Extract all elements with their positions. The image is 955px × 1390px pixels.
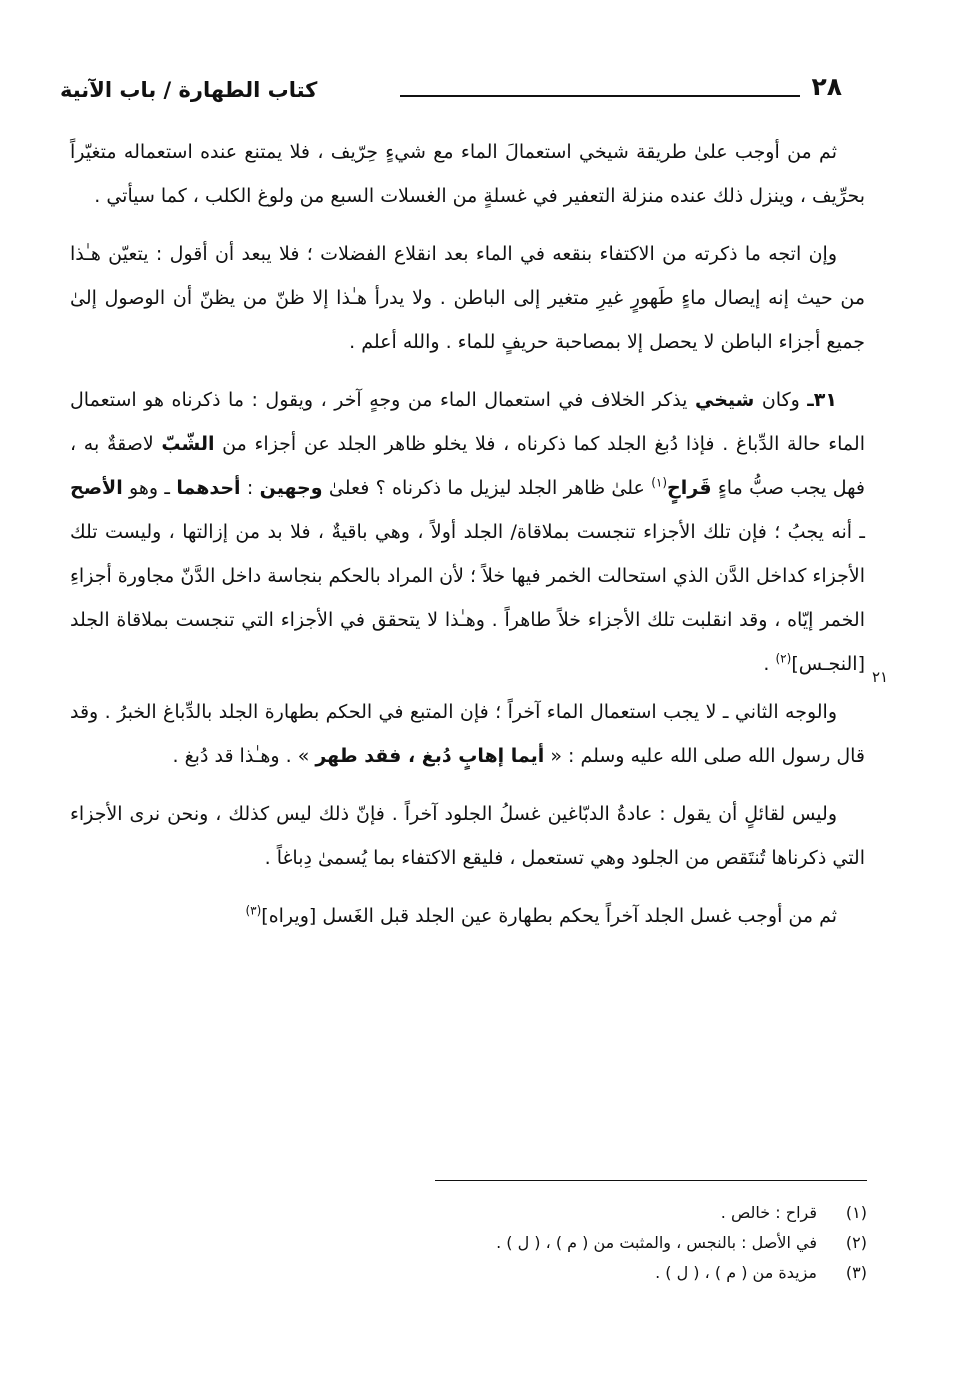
text-run: . — [763, 653, 776, 675]
bold-text: شيخي — [694, 389, 755, 411]
footnote-marker: (٣) — [245, 903, 262, 918]
bold-text: الشّبّ — [161, 433, 215, 455]
text-run: وإن اتجه ما ذكرته من الاكتفاء بنقعه في الماء بعد انقلاع الفضلات ؛ فلا يبعد أن أقول : يتعيّن هـٰذا من حيث إنه إيصال ماءٍ طَهورٍ غيرِ متغير إلى الباطن . ولا يدرأ هـٰذا إلا ظنّ من يظنّ أن الوصول إلىٰ جميع أجزاء الباطن لا يحصل إلا بمصاحبة حريفٍ للماء . والله أعلم . — [70, 243, 865, 353]
bold-text: قَراحٍ — [667, 477, 712, 499]
bold-text: الأصح — [70, 477, 123, 499]
footnote — [267, 1198, 867, 1228]
text-run: يذكر الخلاف في استعمال الماء من وجهٍ آخر ، ويقول : ما ذكرناه هو استعمال الماء حالة الدِّباغ . فإذا دُبغ الجلد كما ذكرناه ، فلا يخلو ظاهر الجلد عن أجزاء من — [70, 389, 865, 455]
text-run: علىٰ ظاهر الجلد ليزيل ما ذكرناه ؟ فعلىٰ — [322, 477, 652, 499]
paragraph — [70, 690, 865, 778]
footnote — [267, 1228, 867, 1258]
text-run: : — [240, 477, 260, 499]
text-run: والوجه الثاني ـ لا يجب استعمال الماء آخراً ؛ فإن المتبع في الحكم بطهارة الجلد بالدِّباغ الخبرُ . وقد قال رسول الله صلى الله عليه وسلم : « — [70, 701, 865, 767]
bold-text: ٣١ـ — [807, 389, 837, 411]
text-run: ثم من أوجب علىٰ طريقة شيخي استعمالَ الماء مع شيءٍ حِرّيف ، فلا يمتنع عنده استعماله متغيّراً بحرِّيف ، وينزل ذلك عنده منزلة التعفير في غسلةٍ من الغسلات السبع من ولوغ الكلب ، كما سيأتي . — [70, 141, 865, 207]
footnotes — [267, 1198, 867, 1288]
text-run: لاصقةٌ به ، فهل يجب صبُّ ماءٍ — [70, 433, 866, 499]
footnote-text: في الأصل : بالنجس ، والمثبت من ( م ) ، ( ل ) . — [496, 1233, 817, 1252]
paragraph — [70, 792, 865, 880]
text-run: وليس لقائلٍ أن يقول : عادةُ الدبّاغين غسلُ الجلود آخراً . فإنّ ذلك ليس كذلك ، ونحن نرى الأجزاء التي ذكرناها تُنتَقص من الجلود وهي تستعمل ، فليقع الاكتفاء بما يُسمىٰ دِباغاً . — [70, 803, 865, 869]
bold-text: أيما إهابٍ دُبغ ، فقد طهر — [315, 745, 545, 767]
main-text — [70, 130, 865, 952]
footnote — [267, 1258, 867, 1288]
text-run: وكان — [754, 389, 808, 411]
text-run: ـ أنه يجبُ ؛ فإن تلك الأجزاء تنجست بملاقاة/ الجلد أولاً ، وهي باقيةٌ ، فلا بد من إزالتها ، وليست تلك الأجزاء كداخل الدَّن الذي استحالت الخمر فيها خلاً ؛ لأن المراد بالحكم بنجاسة داخل الدَّنّ مجاورة أجزاءِ الخمر إيّاه ، وقد انقلبت تلك الأجزاء خلاً طاهراً . وهـٰذا لا يتحقق في الأجزاء التي تنجست بملاقاة الجلد [النجـس] — [70, 521, 865, 675]
bold-text: أحدهما — [176, 477, 241, 499]
footnote-number: (١) — [845, 1203, 867, 1222]
footnote-rule — [435, 1180, 867, 1181]
footnote-marker: (٢) — [775, 651, 792, 666]
manuscript-folio-number: ٢١ — [872, 668, 889, 686]
footnote-text: قراح : خالص . — [720, 1203, 817, 1222]
paragraph — [70, 894, 865, 938]
footnote-number: (٢) — [845, 1233, 867, 1252]
running-title: كتاب الطهارة / باب الآنية — [60, 78, 318, 102]
footnote-marker: (١) — [651, 475, 668, 490]
bold-text: وجهين — [259, 477, 323, 499]
text-run: » . وهـٰذا قد دُبغ . — [172, 745, 316, 767]
footnote-text: مزيدة من ( م ) ، ( ل ) . — [655, 1263, 817, 1282]
text-run: ثم من أوجب غسل الجلد آخراً يحكم بطهارة عين الجلد قبل الغَسل [ويراه] — [261, 905, 837, 927]
paragraph — [70, 232, 865, 364]
paragraph — [70, 130, 865, 218]
page-number: ٢٨ — [811, 72, 842, 101]
page-header — [60, 72, 850, 112]
header-rule — [400, 95, 800, 97]
text-run: ـ وهو — [122, 477, 177, 499]
paragraph — [70, 378, 865, 686]
footnote-number: (٣) — [845, 1263, 867, 1282]
